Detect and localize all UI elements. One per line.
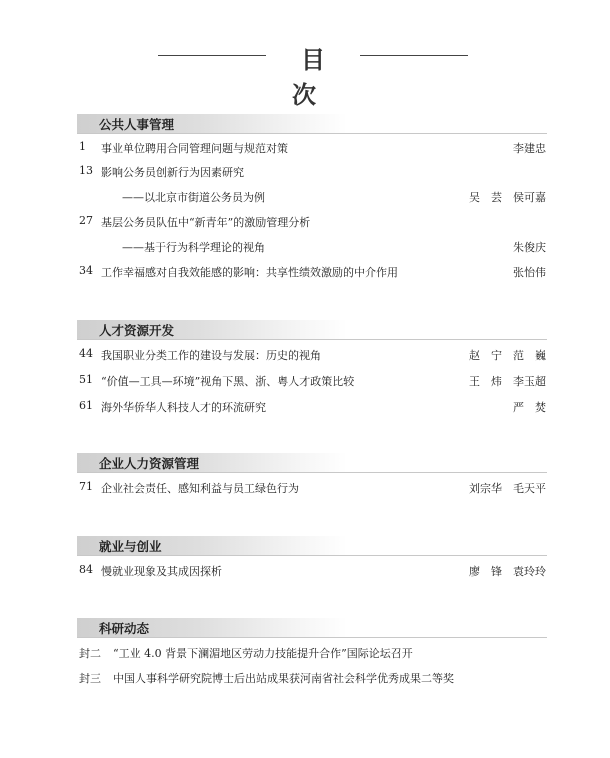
entry-subtitle: ——以北京市街道公务员为例 [122, 191, 265, 204]
section-title: 科研动态 [99, 621, 150, 636]
entry-author: 吴 芸 侯可嘉 [469, 191, 546, 204]
entry-page: 1 [79, 140, 86, 153]
toc-entry[interactable] [0, 214, 610, 230]
section-rule [77, 637, 547, 638]
entry-page: 84 [79, 563, 93, 576]
entry-author: 张怡伟 [513, 266, 546, 279]
section-header-bar [77, 453, 347, 472]
section-header-bar [77, 114, 347, 133]
page-title: 目次 [292, 45, 343, 109]
toc-entry[interactable] [0, 347, 610, 363]
section-header-bar [77, 536, 347, 555]
entry-title: “价值—工具—环境”视角下黑、浙、粤人才政策比较 [101, 375, 355, 388]
entry-author: 严 焚 [513, 401, 546, 414]
section-title: 公共人事管理 [99, 117, 175, 132]
entry-author: 王 炜 李玉超 [469, 375, 546, 388]
section-title: 就业与创业 [99, 539, 162, 554]
section-header-bar [77, 320, 347, 339]
entry-title: 事业单位聘用合同管理问题与规范对策 [101, 142, 288, 155]
entry-author: 廖 锋 袁玲玲 [469, 565, 546, 578]
section-header-bar [77, 618, 347, 637]
entry-title: 我国职业分类工作的建设与发展：历史的视角 [101, 349, 321, 362]
section-title: 人才资源开发 [99, 323, 175, 338]
entry-title: 影响公务员创新行为因素研究 [101, 166, 244, 179]
entry-author: 李建忠 [513, 142, 546, 155]
entry-author: 刘宗华 毛天平 [469, 482, 546, 495]
entry-page: 13 [79, 164, 93, 177]
entry-page: 51 [79, 373, 93, 386]
toc-header [0, 40, 610, 109]
entry-title: 工作幸福感对自我效能感的影响：共享性绩效激励的中介作用 [101, 266, 398, 279]
entry-title: 企业社会责任、感知利益与员工绿色行为 [101, 482, 299, 495]
section-rule [77, 472, 547, 473]
entry-title: “工业 4.0 背景下澜湄地区劳动力技能提升合作”国际论坛召开 [113, 647, 413, 660]
entry-author: 朱俊庆 [513, 241, 546, 254]
title-rule-left [158, 55, 266, 56]
entry-title: 基层公务员队伍中“新青年”的激励管理分析 [101, 216, 311, 229]
entry-page: 封二 [79, 647, 101, 660]
entry-page: 封三 [79, 672, 101, 685]
toc-entry[interactable] [0, 563, 610, 579]
toc-entry[interactable] [0, 399, 610, 415]
section-title: 企业人力资源管理 [99, 456, 200, 471]
entry-page: 61 [79, 399, 93, 412]
toc-entry-subtitle[interactable] [0, 189, 610, 205]
section-rule [77, 555, 547, 556]
toc-entry[interactable] [0, 164, 610, 180]
entry-title: 中国人事科学研究院博士后出站成果获河南省社会科学优秀成果二等奖 [113, 672, 454, 685]
entry-page: 27 [79, 214, 93, 227]
toc-entry[interactable] [0, 373, 610, 389]
entry-page: 34 [79, 264, 93, 277]
entry-title: 海外华侨华人科技人才的环流研究 [101, 401, 266, 414]
entry-title: 慢就业现象及其成因探析 [101, 565, 222, 578]
toc-entry[interactable] [0, 670, 610, 686]
title-rule-right [360, 55, 468, 56]
toc-entry[interactable] [0, 645, 610, 661]
entry-page: 71 [79, 480, 93, 493]
entry-subtitle: ——基于行为科学理论的视角 [122, 241, 265, 254]
toc-entry[interactable] [0, 140, 610, 156]
entry-page: 44 [79, 347, 93, 360]
toc-entry[interactable] [0, 264, 610, 280]
section-rule [77, 339, 547, 340]
section-rule [77, 133, 547, 134]
toc-entry-subtitle[interactable] [0, 239, 610, 255]
entry-author: 赵 宁 范 巍 [469, 349, 546, 362]
toc-entry[interactable] [0, 480, 610, 496]
